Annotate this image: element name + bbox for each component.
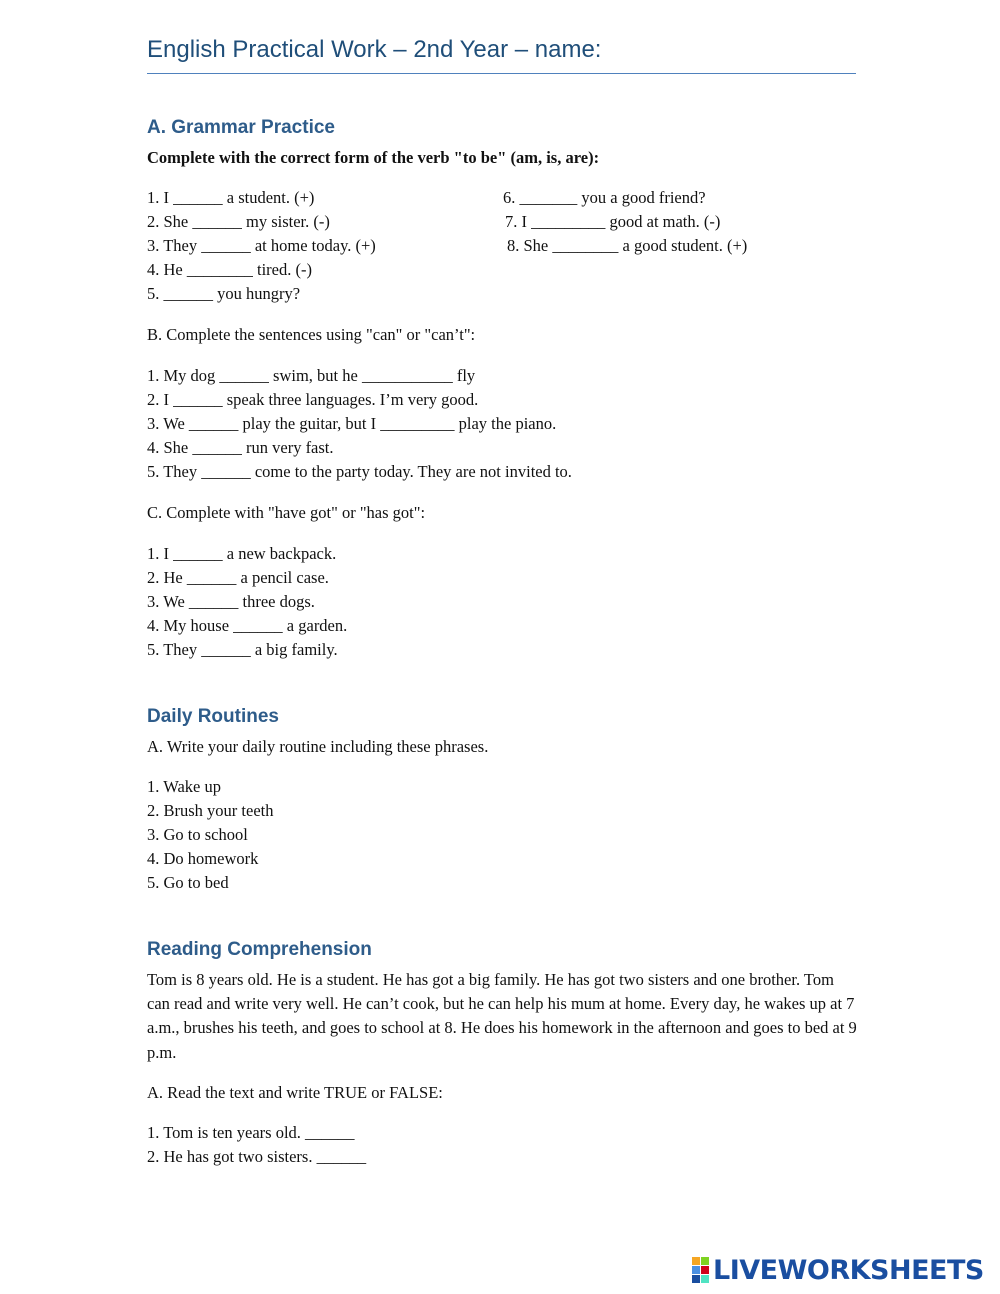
grammar-instruction: Complete with the correct form of the verb "to be" (am, is, are): [147, 148, 600, 167]
grammar-item: 3. They ______ at home today. (+) [147, 236, 376, 255]
grammar-item: 6. _______ you a good friend? [503, 188, 706, 207]
grammar-item: 7. I _________ good at math. (-) [505, 212, 721, 231]
can-item: 4. She ______ run very fast. [147, 438, 334, 457]
page-title: English Practical Work – 2nd Year – name: [147, 36, 602, 63]
reading-item: 1. Tom is ten years old. ______ [147, 1123, 355, 1142]
logo-block [701, 1266, 709, 1274]
logo-block [692, 1257, 700, 1265]
logo-blocks-icon [692, 1257, 709, 1283]
logo-block [692, 1275, 700, 1283]
havegot-item: 5. They ______ a big family. [147, 640, 338, 659]
havegot-item: 2. He ______ a pencil case. [147, 568, 329, 587]
logo-block [692, 1266, 700, 1274]
grammar-item: 4. He ________ tired. (-) [147, 260, 312, 279]
can-item: 1. My dog ______ swim, but he ___________ fly [147, 366, 476, 385]
grammar-heading: A. Grammar Practice [147, 117, 335, 138]
logo-block [701, 1257, 709, 1265]
havegot-item: 1. I ______ a new backpack. [147, 544, 337, 563]
routine-item: 1. Wake up [147, 777, 221, 796]
havegot-item: 4. My house ______ a garden. [147, 616, 348, 635]
reading-item: 2. He has got two sisters. ______ [147, 1147, 367, 1166]
grammar-item: 5. ______ you hungry? [147, 284, 301, 303]
logo-text: LIVEWORKSHEETS [713, 1254, 984, 1286]
routine-item: 3. Go to school [147, 825, 248, 844]
reading-instruction: A. Read the text and write TRUE or FALSE: [147, 1083, 443, 1102]
can-item: 3. We ______ play the guitar, but I _________ play the piano. [147, 414, 557, 433]
havegot-instruction: C. Complete with "have got" or "has got": [147, 503, 426, 522]
grammar-item: 8. She ________ a good student. (+) [507, 236, 748, 255]
routines-heading: Daily Routines [147, 706, 279, 727]
can-item: 2. I ______ speak three languages. I’m very good. [147, 390, 479, 409]
routine-item: 4. Do homework [147, 849, 259, 868]
can-item: 5. They ______ come to the party today. They are not invited to. [147, 462, 572, 481]
havegot-item: 3. We ______ three dogs. [147, 592, 315, 611]
logo-block [701, 1275, 709, 1283]
can-instruction: B. Complete the sentences using "can" or "can’t": [147, 325, 476, 344]
page-header [147, 36, 856, 74]
grammar-item: 1. I ______ a student. (+) [147, 188, 315, 207]
routine-item: 5. Go to bed [147, 873, 229, 892]
reading-paragraph: Tom is 8 years old. He is a student. He has got a big family. He has got two sisters and one brother. Tom can read and write very well. He can’t cook, but he can help his mum at home. Every day, he wakes up at 7 a.m., brushes his teeth, and goes to school at 8. He does his homework in the afternoon and goes to bed at 9 p.m. [147, 970, 857, 1062]
liveworksheets-logo[interactable] [692, 1254, 984, 1286]
grammar-item: 2. She ______ my sister. (-) [147, 212, 330, 231]
routines-instruction: A. Write your daily routine including these phrases. [147, 737, 489, 756]
routine-item: 2. Brush your teeth [147, 801, 274, 820]
reading-heading: Reading Comprehension [147, 939, 372, 960]
